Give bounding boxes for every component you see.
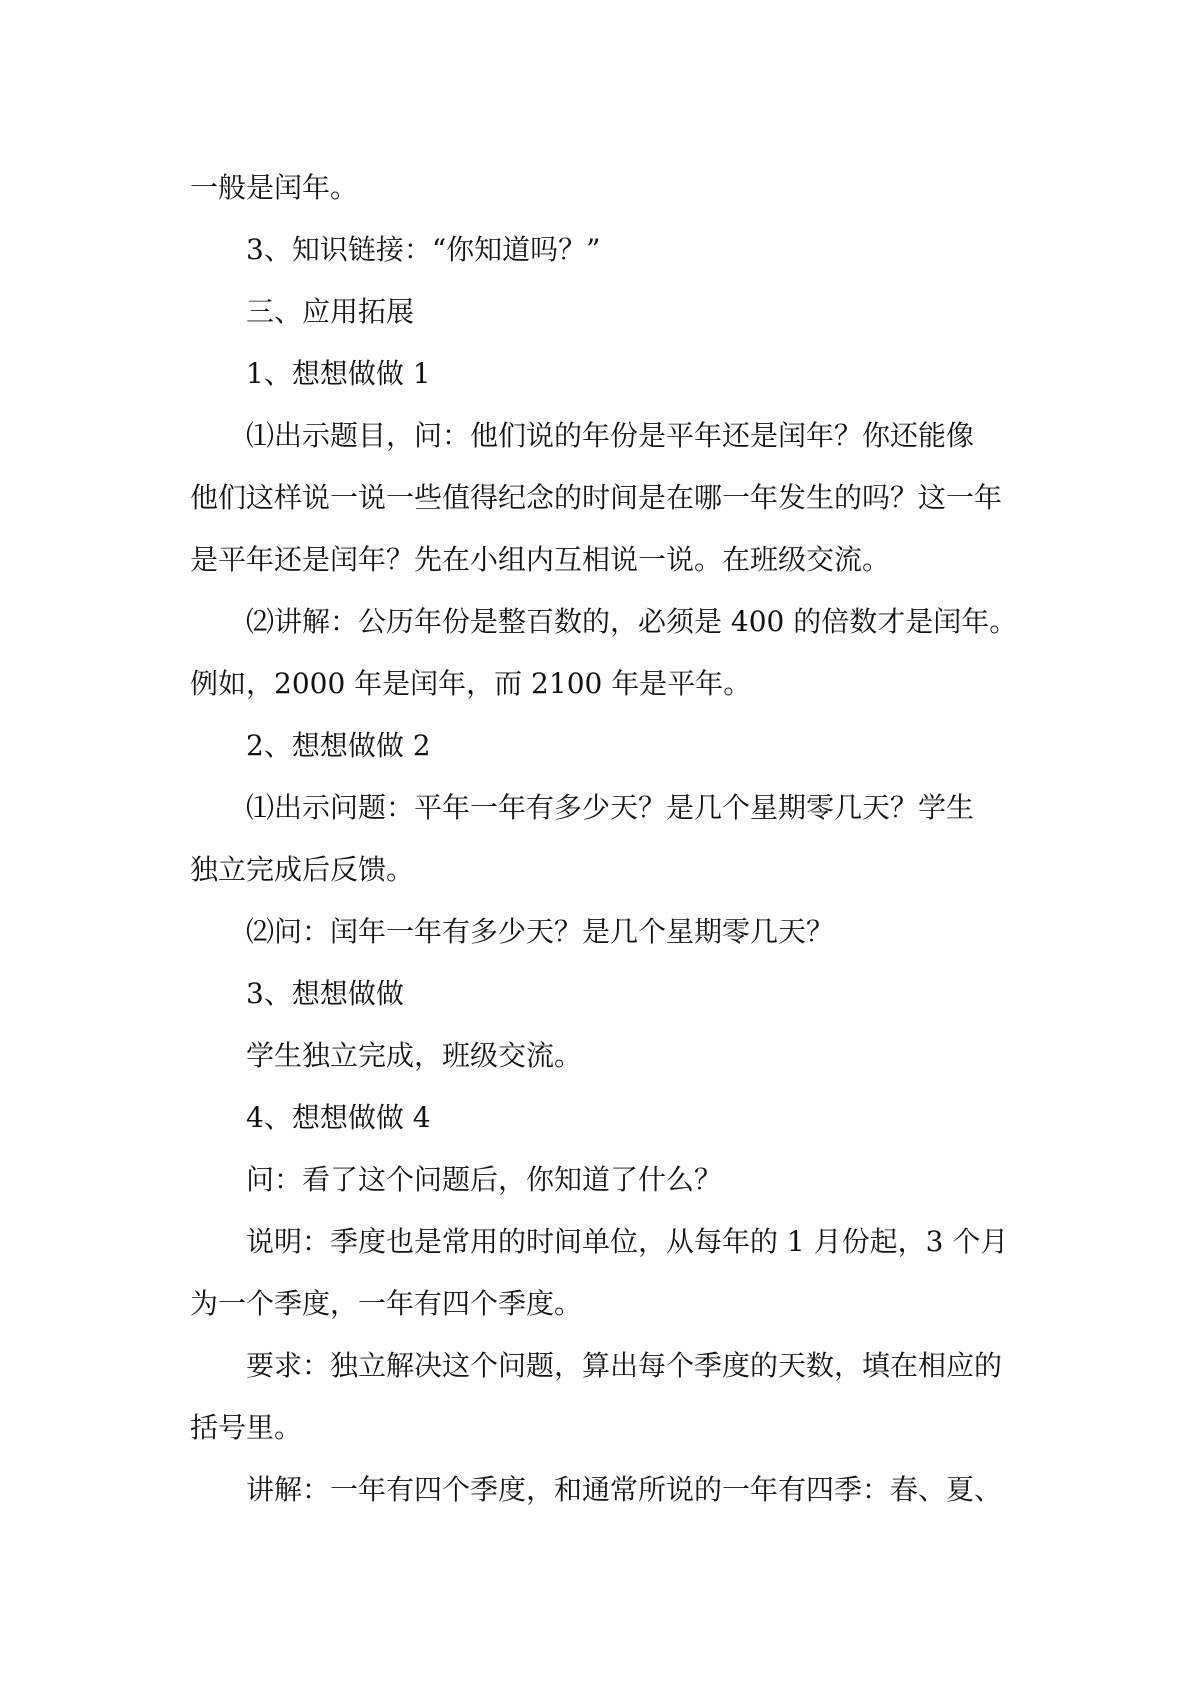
text-line: 学生独立完成，班级交流。 xyxy=(246,1039,583,1072)
text-line: ⑵问：闰年一年有多少天？是几个星期零几天？ xyxy=(246,915,835,948)
text-line: 一般是闰年。 xyxy=(190,171,359,204)
text-line: 括号里。 xyxy=(190,1411,303,1444)
text-line: 4、想想做做 4 xyxy=(246,1101,431,1134)
text-line: 例如，2000 年是闰年，而 2100 年是平年。 xyxy=(190,667,752,700)
text-line: 问：看了这个问题后，你知道了什么？ xyxy=(246,1163,723,1196)
text-line: 3、知识链接：“你知道吗？” xyxy=(246,233,601,266)
text-line: 讲解：一年有四个季度，和通常所说的一年有四季：春、夏、 xyxy=(246,1473,1003,1506)
text-line: 要求：独立解决这个问题，算出每个季度的天数，填在相应的 xyxy=(246,1349,1003,1382)
text-line: 2、想想做做 2 xyxy=(246,729,431,762)
text-line: 说明：季度也是常用的时间单位，从每年的 1 月份起，3 个月 xyxy=(246,1225,1009,1258)
text-line: 他们这样说一说一些值得纪念的时间是在哪一年发生的吗？这一年 xyxy=(190,481,1003,514)
text-line: ⑴出示问题：平年一年有多少天？是几个星期零几天？学生 xyxy=(246,791,975,824)
text-line: 是平年还是闰年？先在小组内互相说一说。在班级交流。 xyxy=(190,543,891,576)
text-line: 3、想想做做 xyxy=(246,977,404,1010)
text-line: ⑵讲解：公历年份是整百数的，必须是 400 的倍数才是闰年。 xyxy=(246,605,1018,638)
text-line: 1、想想做做 1 xyxy=(246,357,431,390)
text-line: 为一个季度，一年有四个季度。 xyxy=(190,1287,583,1320)
section-heading: 三、应用拓展 xyxy=(246,295,415,328)
text-line: 独立完成后反馈。 xyxy=(190,853,415,886)
text-line: ⑴出示题目，问：他们说的年份是平年还是闰年？你还能像 xyxy=(246,419,975,452)
